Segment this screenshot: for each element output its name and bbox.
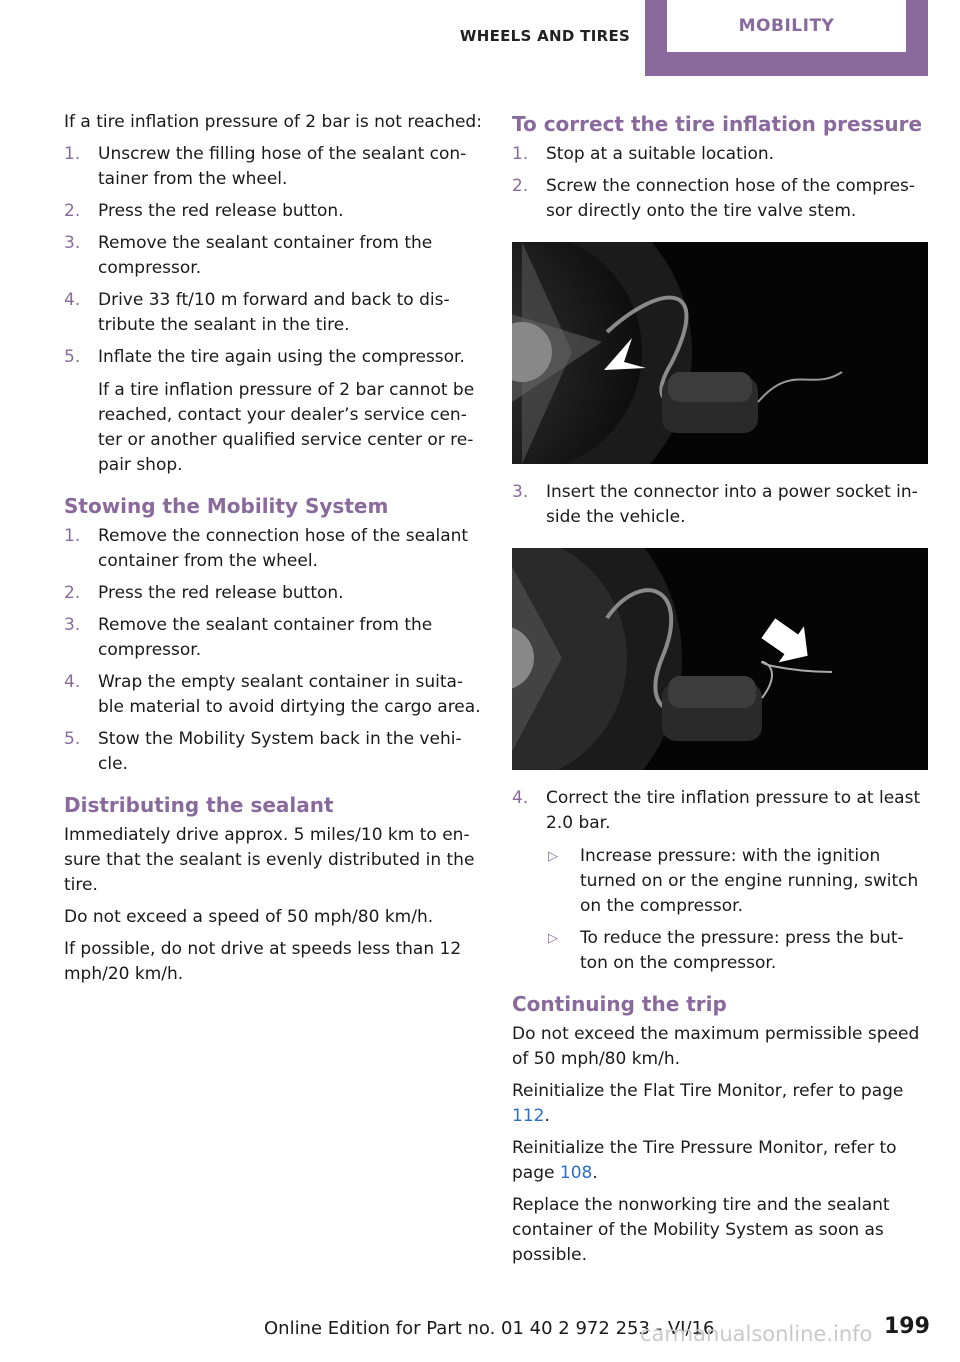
left-column (64, 110, 482, 994)
compressor-hose-illustration (512, 242, 928, 464)
list-item: 4. Wrap the empty sealant container in suita-ble material to avoid dirtying the cargo area. (64, 672, 481, 717)
body-paragraph: Reinitialize the Flat Tire Monitor, refer to page 112. (512, 1081, 904, 1126)
refill-steps-list (64, 142, 482, 478)
footer-edition: Online Edition for Part no. 01 40 2 972 253 - VI/16 (264, 1318, 715, 1339)
step-note: If a tire inflation pressure of 2 bar cannot be reached, contact your dealer’s service cen-ter or another qualified service center or re-pair shop. (98, 380, 475, 475)
page-link-tire-pressure-monitor[interactable]: 108 (559, 1163, 593, 1183)
page-number: 199 (884, 1314, 930, 1339)
watermark: carmanualsonline.info (640, 1322, 873, 1346)
list-item: 2. Press the red release button. (64, 201, 344, 221)
triangle-right-icon: ▷ (548, 931, 558, 946)
body-paragraph: Immediately drive approx. 5 miles/10 km to en-sure that the sealant is evenly distributed in the tire. (64, 825, 475, 895)
list-item: 4. Correct the tire inflation pressure to at least 2.0 bar. ▷ Increase pressure: with the ignition turned on or the engine running, switch on the compressor. ▷ To reduce the pressure: press the but-ton on the compressor. (512, 786, 930, 976)
body-paragraph: Do not exceed a speed of 50 mph/80 km/h. (64, 907, 434, 927)
list-item: 3. Remove the sealant container from the compressor. (64, 233, 433, 278)
body-paragraph: Reinitialize the Tire Pressure Monitor, refer to page 108. (512, 1138, 897, 1183)
pressure-sub-list (546, 844, 930, 976)
list-item: 2. Press the red release button. (64, 583, 344, 603)
power-socket-connector-illustration (512, 548, 928, 770)
pressure-steps-list (512, 786, 930, 976)
body-paragraph: Replace the nonworking tire and the sealant container of the Mobility System as soon as possible. (512, 1195, 890, 1265)
header-chapter-tab (645, 0, 928, 76)
list-item: 3. Insert the connector into a power socket in-side the vehicle. (512, 482, 918, 527)
triangle-right-icon: ▷ (548, 849, 558, 864)
list-item: 1. Remove the connection hose of the sealant container from the wheel. (64, 526, 469, 571)
body-paragraph: If possible, do not drive at speeds less than 12 mph/20 km/h. (64, 939, 462, 984)
list-item: 5. Stow the Mobility System back in the vehi-cle. (64, 729, 462, 774)
section-heading-continuing-trip: Continuing the trip (512, 992, 727, 1016)
list-item: ▷ Increase pressure: with the ignition turned on or the engine running, switch on the compressor. (548, 846, 919, 916)
header-section-title: WHEELS AND TIRES (459, 27, 631, 45)
section-heading-stowing: Stowing the Mobility System (64, 494, 389, 518)
correct-steps-list (512, 142, 930, 224)
page-link-flat-tire-monitor[interactable]: 112 (512, 1106, 545, 1126)
list-item: 1. Stop at a suitable location. (512, 144, 775, 164)
right-column (512, 110, 930, 1275)
list-item: 2. Screw the connection hose of the compres-sor directly onto the tire valve stem. (512, 176, 916, 221)
connector-steps-list (512, 480, 930, 530)
section-heading-correct-pressure: To correct the tire inflation pressure (512, 112, 923, 136)
list-item: 4. Drive 33 ft/10 m forward and back to dis-tribute the sealant in the tire. (64, 290, 450, 335)
list-item: 1. Unscrew the filling hose of the sealant con-tainer from the wheel. (64, 144, 467, 189)
body-paragraph: Do not exceed the maximum permissible speed of 50 mph/80 km/h. (512, 1024, 920, 1069)
list-item: 3. Remove the sealant container from the compressor. (64, 615, 433, 660)
intro-paragraph: If a tire inflation pressure of 2 bar is not reached: (64, 112, 482, 132)
section-heading-distributing: Distributing the sealant (64, 793, 334, 817)
header-chapter-title: MOBILITY (667, 0, 906, 52)
list-item: 5. Inflate the tire again using the compressor. If a tire inflation pressure of 2 bar cannot be reached, contact your dealer’s service cen-ter or another qualified service center or re-pair shop. (64, 345, 482, 478)
list-item: ▷ To reduce the pressure: press the but-ton on the compressor. (548, 928, 904, 973)
stow-steps-list (64, 524, 482, 777)
